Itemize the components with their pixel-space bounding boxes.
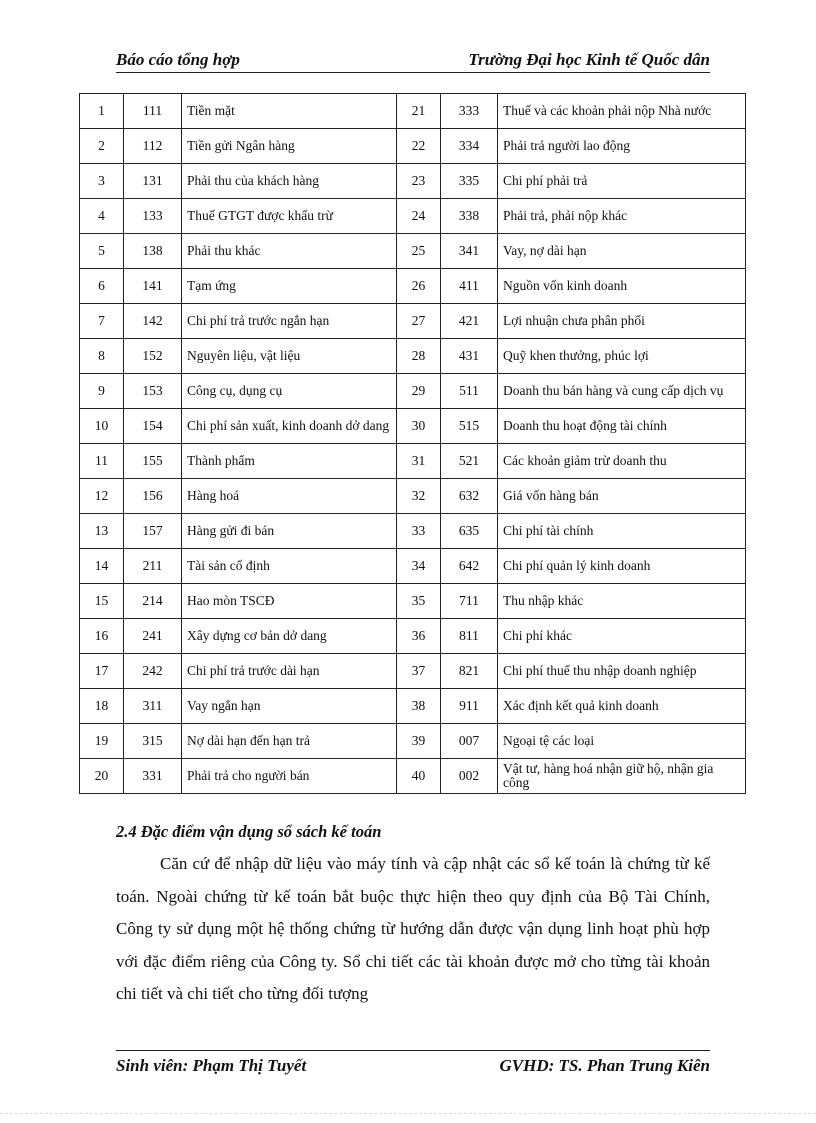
account-number-cell: 2 xyxy=(80,129,124,164)
account-number-cell: 7 xyxy=(80,304,124,339)
account-number-cell: 1 xyxy=(80,94,124,129)
account-name-cell: Thuế và các khoản phải nộp Nhà nước xyxy=(498,94,746,129)
account-code-cell: 142 xyxy=(124,304,182,339)
account-number-cell: 33 xyxy=(397,514,441,549)
account-code-cell: 333 xyxy=(441,94,498,129)
account-code-cell: 331 xyxy=(124,759,182,794)
account-number-cell: 11 xyxy=(80,444,124,479)
account-name-cell: Phải thu khác xyxy=(182,234,397,269)
account-name-cell: Chi phí khác xyxy=(498,619,746,654)
account-code-cell: 241 xyxy=(124,619,182,654)
section-paragraph: Căn cứ để nhập dữ liệu vào máy tính và cập nhật các sổ kế toán là chứng từ kế toán. Ngoài chứng từ kế toán bắt buộc thực hiện theo quy định của Bộ Tài Chính, Công ty sử dụng một hệ thống chứng từ hướng dẫn được vận dụng linh hoạt phù hợp với đặc điểm riêng của Công ty. Sổ chi tiết các tài khoản được mở cho từng tài khoản chi tiết và chi tiết cho từng đối tượng xyxy=(116,854,710,1003)
account-code-cell: 141 xyxy=(124,269,182,304)
account-name-cell: Phải trả người lao động xyxy=(498,129,746,164)
account-name-cell: Vật tư, hàng hoá nhận giữ hộ, nhận gia công xyxy=(498,759,746,794)
account-name-cell: Nợ dài hạn đến hạn trả xyxy=(182,724,397,759)
account-name-cell: Chi phí tài chính xyxy=(498,514,746,549)
account-number-cell: 14 xyxy=(80,549,124,584)
account-code-cell: 711 xyxy=(441,584,498,619)
account-name-cell: Lợi nhuận chưa phân phối xyxy=(498,304,746,339)
account-code-cell: 411 xyxy=(441,269,498,304)
account-number-cell: 21 xyxy=(397,94,441,129)
account-table-body xyxy=(80,94,746,794)
account-code-cell: 002 xyxy=(441,759,498,794)
account-number-cell: 17 xyxy=(80,654,124,689)
account-number-cell: 38 xyxy=(397,689,441,724)
account-name-cell: Phải trả, phải nộp khác xyxy=(498,199,746,234)
account-name-cell: Hàng hoá xyxy=(182,479,397,514)
account-code-cell: 515 xyxy=(441,409,498,444)
account-number-cell: 19 xyxy=(80,724,124,759)
table-row xyxy=(80,654,746,689)
account-number-cell: 32 xyxy=(397,479,441,514)
account-number-cell: 15 xyxy=(80,584,124,619)
account-table xyxy=(79,93,746,794)
account-name-cell: Thu nhập khác xyxy=(498,584,746,619)
account-number-cell: 12 xyxy=(80,479,124,514)
account-name-cell: Chi phí trả trước ngắn hạn xyxy=(182,304,397,339)
account-name-cell: Thành phẩm xyxy=(182,444,397,479)
account-number-cell: 40 xyxy=(397,759,441,794)
account-number-cell: 8 xyxy=(80,339,124,374)
table-row xyxy=(80,94,746,129)
account-code-cell: 521 xyxy=(441,444,498,479)
account-code-cell: 157 xyxy=(124,514,182,549)
table-row xyxy=(80,129,746,164)
account-number-cell: 24 xyxy=(397,199,441,234)
account-name-cell: Chi phí phải trả xyxy=(498,164,746,199)
account-number-cell: 25 xyxy=(397,234,441,269)
account-name-cell: Xác định kết quả kinh doanh xyxy=(498,689,746,724)
table-row xyxy=(80,199,746,234)
account-name-cell: Tiền gửi Ngân hàng xyxy=(182,129,397,164)
table-row xyxy=(80,374,746,409)
account-number-cell: 29 xyxy=(397,374,441,409)
account-name-cell: Phải thu của khách hàng xyxy=(182,164,397,199)
account-name-cell: Chi phí quản lý kinh doanh xyxy=(498,549,746,584)
account-code-cell: 511 xyxy=(441,374,498,409)
account-name-cell: Xây dựng cơ bản dở dang xyxy=(182,619,397,654)
table-row xyxy=(80,304,746,339)
account-code-cell: 635 xyxy=(441,514,498,549)
account-name-cell: Nguyên liệu, vật liệu xyxy=(182,339,397,374)
account-name-cell: Tiền mặt xyxy=(182,94,397,129)
table-row xyxy=(80,444,746,479)
page-edge-divider xyxy=(0,1113,816,1114)
account-number-cell: 3 xyxy=(80,164,124,199)
account-name-cell: Các khoản giảm trừ doanh thu xyxy=(498,444,746,479)
account-code-cell: 335 xyxy=(441,164,498,199)
table-row xyxy=(80,514,746,549)
account-name-cell: Chi phí sản xuất, kinh doanh dở dang xyxy=(182,409,397,444)
account-number-cell: 28 xyxy=(397,339,441,374)
account-code-cell: 431 xyxy=(441,339,498,374)
account-number-cell: 23 xyxy=(397,164,441,199)
table-row xyxy=(80,759,746,794)
account-number-cell: 31 xyxy=(397,444,441,479)
account-number-cell: 26 xyxy=(397,269,441,304)
account-code-cell: 338 xyxy=(441,199,498,234)
account-name-cell: Nguồn vốn kinh doanh xyxy=(498,269,746,304)
account-number-cell: 27 xyxy=(397,304,441,339)
account-code-cell: 311 xyxy=(124,689,182,724)
account-code-cell: 211 xyxy=(124,549,182,584)
table-row xyxy=(80,479,746,514)
account-code-cell: 341 xyxy=(441,234,498,269)
table-row xyxy=(80,409,746,444)
account-code-cell: 131 xyxy=(124,164,182,199)
header-university: Trường Đại học Kinh tế Quốc dân xyxy=(468,50,710,69)
account-name-cell: Tạm ứng xyxy=(182,269,397,304)
account-number-cell: 18 xyxy=(80,689,124,724)
account-number-cell: 5 xyxy=(80,234,124,269)
account-name-cell: Hao mòn TSCĐ xyxy=(182,584,397,619)
account-number-cell: 22 xyxy=(397,129,441,164)
account-number-cell: 13 xyxy=(80,514,124,549)
account-name-cell: Quỹ khen thưởng, phúc lợi xyxy=(498,339,746,374)
account-code-cell: 156 xyxy=(124,479,182,514)
account-code-cell: 811 xyxy=(441,619,498,654)
table-row xyxy=(80,724,746,759)
account-name-cell: Chi phí thuế thu nhập doanh nghiệp xyxy=(498,654,746,689)
table-row xyxy=(80,234,746,269)
account-name-cell: Giá vốn hàng bán xyxy=(498,479,746,514)
account-code-cell: 242 xyxy=(124,654,182,689)
account-number-cell: 4 xyxy=(80,199,124,234)
account-name-cell: Phải trả cho người bán xyxy=(182,759,397,794)
account-code-cell: 152 xyxy=(124,339,182,374)
account-code-cell: 821 xyxy=(441,654,498,689)
account-name-cell: Chi phí trả trước dài hạn xyxy=(182,654,397,689)
footer-student: Sinh viên: Phạm Thị Tuyết xyxy=(116,1056,307,1075)
account-code-cell: 334 xyxy=(441,129,498,164)
account-name-cell: Tài sản cố định xyxy=(182,549,397,584)
account-name-cell: Ngoại tệ các loại xyxy=(498,724,746,759)
account-number-cell: 16 xyxy=(80,619,124,654)
section-title: 2.4 Đặc điểm vận dụng sổ sách kế toán xyxy=(116,822,382,841)
account-number-cell: 20 xyxy=(80,759,124,794)
account-code-cell: 138 xyxy=(124,234,182,269)
account-name-cell: Vay ngắn hạn xyxy=(182,689,397,724)
account-name-cell: Công cụ, dụng cụ xyxy=(182,374,397,409)
page-header xyxy=(116,48,710,73)
account-code-cell: 153 xyxy=(124,374,182,409)
table-row xyxy=(80,619,746,654)
account-number-cell: 36 xyxy=(397,619,441,654)
account-name-cell: Doanh thu hoạt động tài chính xyxy=(498,409,746,444)
account-code-cell: 315 xyxy=(124,724,182,759)
account-number-cell: 6 xyxy=(80,269,124,304)
account-code-cell: 642 xyxy=(441,549,498,584)
table-row xyxy=(80,164,746,199)
table-row xyxy=(80,584,746,619)
account-code-cell: 421 xyxy=(441,304,498,339)
page-footer xyxy=(116,1050,710,1079)
table-row xyxy=(80,689,746,724)
account-code-cell: 632 xyxy=(441,479,498,514)
header-report-title: Báo cáo tổng hợp xyxy=(116,50,240,69)
table-row xyxy=(80,549,746,584)
account-code-cell: 911 xyxy=(441,689,498,724)
account-number-cell: 39 xyxy=(397,724,441,759)
account-code-cell: 112 xyxy=(124,129,182,164)
account-name-cell: Thuế GTGT được khấu trừ xyxy=(182,199,397,234)
account-number-cell: 37 xyxy=(397,654,441,689)
account-name-cell: Doanh thu bán hàng và cung cấp dịch vụ xyxy=(498,374,746,409)
account-code-cell: 133 xyxy=(124,199,182,234)
account-number-cell: 30 xyxy=(397,409,441,444)
account-code-cell: 154 xyxy=(124,409,182,444)
account-number-cell: 10 xyxy=(80,409,124,444)
footer-supervisor: GVHD: TS. Phan Trung Kiên xyxy=(499,1056,710,1075)
account-number-cell: 9 xyxy=(80,374,124,409)
account-code-cell: 111 xyxy=(124,94,182,129)
account-code-cell: 155 xyxy=(124,444,182,479)
account-name-cell: Vay, nợ dài hạn xyxy=(498,234,746,269)
account-code-cell: 007 xyxy=(441,724,498,759)
account-name-cell: Hàng gửi đi bán xyxy=(182,514,397,549)
account-number-cell: 35 xyxy=(397,584,441,619)
table-row xyxy=(80,269,746,304)
account-code-cell: 214 xyxy=(124,584,182,619)
account-number-cell: 34 xyxy=(397,549,441,584)
table-row xyxy=(80,339,746,374)
